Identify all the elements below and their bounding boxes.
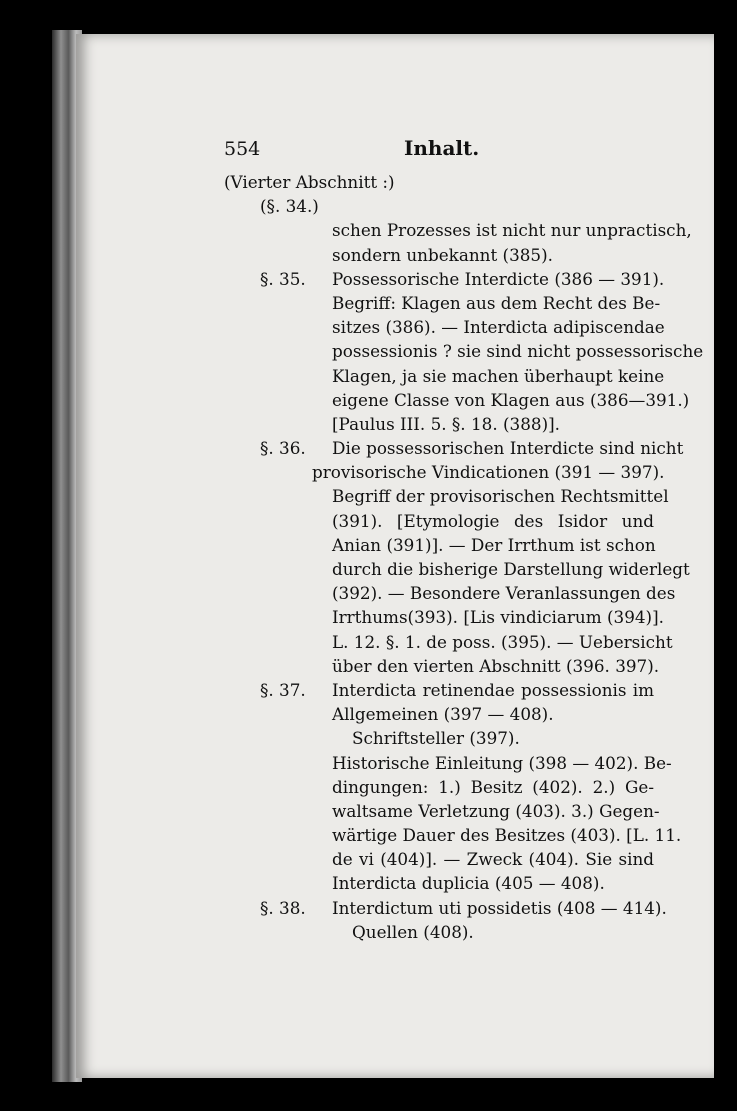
line-text: über den vierten Abschnitt (396. 397).: [332, 655, 660, 676]
toc-line: [224, 339, 704, 363]
line-text: Interdictum uti possidetis (408 — 414).: [332, 897, 667, 918]
toc-line: [224, 533, 654, 557]
toc-line: [224, 460, 665, 484]
line-text: Anian (391)]. — Der Irrthum ist schon: [332, 534, 656, 555]
line-text: dingungen: 1.) Besitz (402). 2.) Ge-: [332, 776, 654, 797]
toc-line: [224, 412, 654, 436]
line-text: Die possessorischen Interdicte sind nicht: [332, 438, 684, 459]
line-text: (§. 34.): [260, 196, 319, 217]
toc-line: [224, 436, 684, 460]
toc-line: [224, 726, 654, 750]
toc-line: [224, 509, 654, 533]
toc-line: [224, 243, 654, 267]
toc-line: [224, 654, 660, 678]
line-text: durch die bisherige Darstellung widerlegt: [332, 559, 690, 579]
toc-line: [224, 581, 676, 605]
page-title: Inhalt.: [404, 136, 480, 160]
section-number: §. 38.: [260, 897, 306, 918]
line-text: Klagen, ja sie machen überhaupt keine: [332, 365, 665, 386]
toc-line: [224, 799, 660, 823]
toc-line: [224, 630, 673, 654]
toc-line: [224, 170, 654, 194]
line-text: eigene Classe von Klagen aus (386—391.): [332, 389, 690, 410]
line-text: [Paulus III. 5. §. 18. (388)].: [332, 413, 561, 434]
toc-line: [224, 896, 667, 920]
line-text: (391). [Etymologie des Isidor und: [332, 510, 654, 531]
line-text: (392). — Besondere Veranlassungen des: [332, 583, 676, 604]
toc-line: [224, 920, 654, 944]
toc-line: [224, 267, 665, 291]
toc-line: [224, 557, 690, 581]
line-text: Allgemeinen (397 — 408).: [332, 704, 554, 725]
line-text: Irrthums(393). [Lis vindiciarum (394)].: [332, 607, 664, 628]
line-text: Schriftsteller (397).: [352, 728, 520, 749]
toc-line: [224, 388, 690, 412]
toc-line: [224, 823, 682, 847]
line-text: wärtige Dauer des Besitzes (403). [L. 11.: [332, 825, 682, 846]
line-text: sondern unbekannt (385).: [332, 244, 553, 265]
page-header: [224, 134, 654, 170]
toc-line: [224, 751, 672, 775]
line-text: Interdicta duplicia (405 — 408).: [332, 873, 605, 894]
line-text: provisorische Vindicationen (391 — 397).: [312, 462, 665, 483]
section-number: §. 36.: [260, 438, 306, 459]
line-text: Historische Einleitung (398 — 402). Be-: [332, 752, 672, 773]
line-text: sitzes (386). — Interdicta adipiscendae: [332, 317, 665, 338]
toc-line: [224, 315, 665, 339]
line-text: waltsame Verletzung (403). 3.) Gegen-: [332, 800, 660, 821]
toc-line: [224, 291, 661, 315]
line-text: possessionis ? sie sind nicht possessorische: [332, 341, 704, 362]
toc-line: [224, 702, 654, 726]
line-text: L. 12. §. 1. de poss. (395). — Uebersicht: [332, 631, 673, 652]
section-number: §. 37.: [260, 679, 306, 700]
toc-line: [224, 194, 654, 218]
line-text: Interdicta retinendae possessionis im: [332, 679, 654, 700]
line-text: (Vierter Abschnitt :): [224, 172, 395, 192]
page-number: 554: [224, 138, 261, 160]
line-text: de vi (404)]. — Zweck (404). Sie sind: [332, 849, 654, 870]
line-text: schen Prozesses ist nicht nur unpractisch,: [332, 220, 692, 241]
line-text: Possessorische Interdicte (386 — 391).: [332, 268, 665, 289]
toc-line: [224, 364, 665, 388]
toc-line: [224, 847, 654, 871]
toc-lines: [224, 170, 704, 944]
line-text: Quellen (408).: [352, 921, 474, 942]
toc-line: [224, 218, 692, 242]
toc-line: [224, 775, 654, 799]
line-text: Begriff der provisorischen Rechtsmittel: [332, 486, 669, 507]
toc-line: [224, 605, 664, 629]
page-content: [224, 134, 704, 944]
section-number: §. 35.: [260, 268, 306, 289]
toc-line: [224, 871, 654, 895]
toc-line: [224, 678, 654, 702]
line-text: Begriff: Klagen aus dem Recht des Be-: [332, 292, 661, 313]
toc-line: [224, 484, 669, 508]
